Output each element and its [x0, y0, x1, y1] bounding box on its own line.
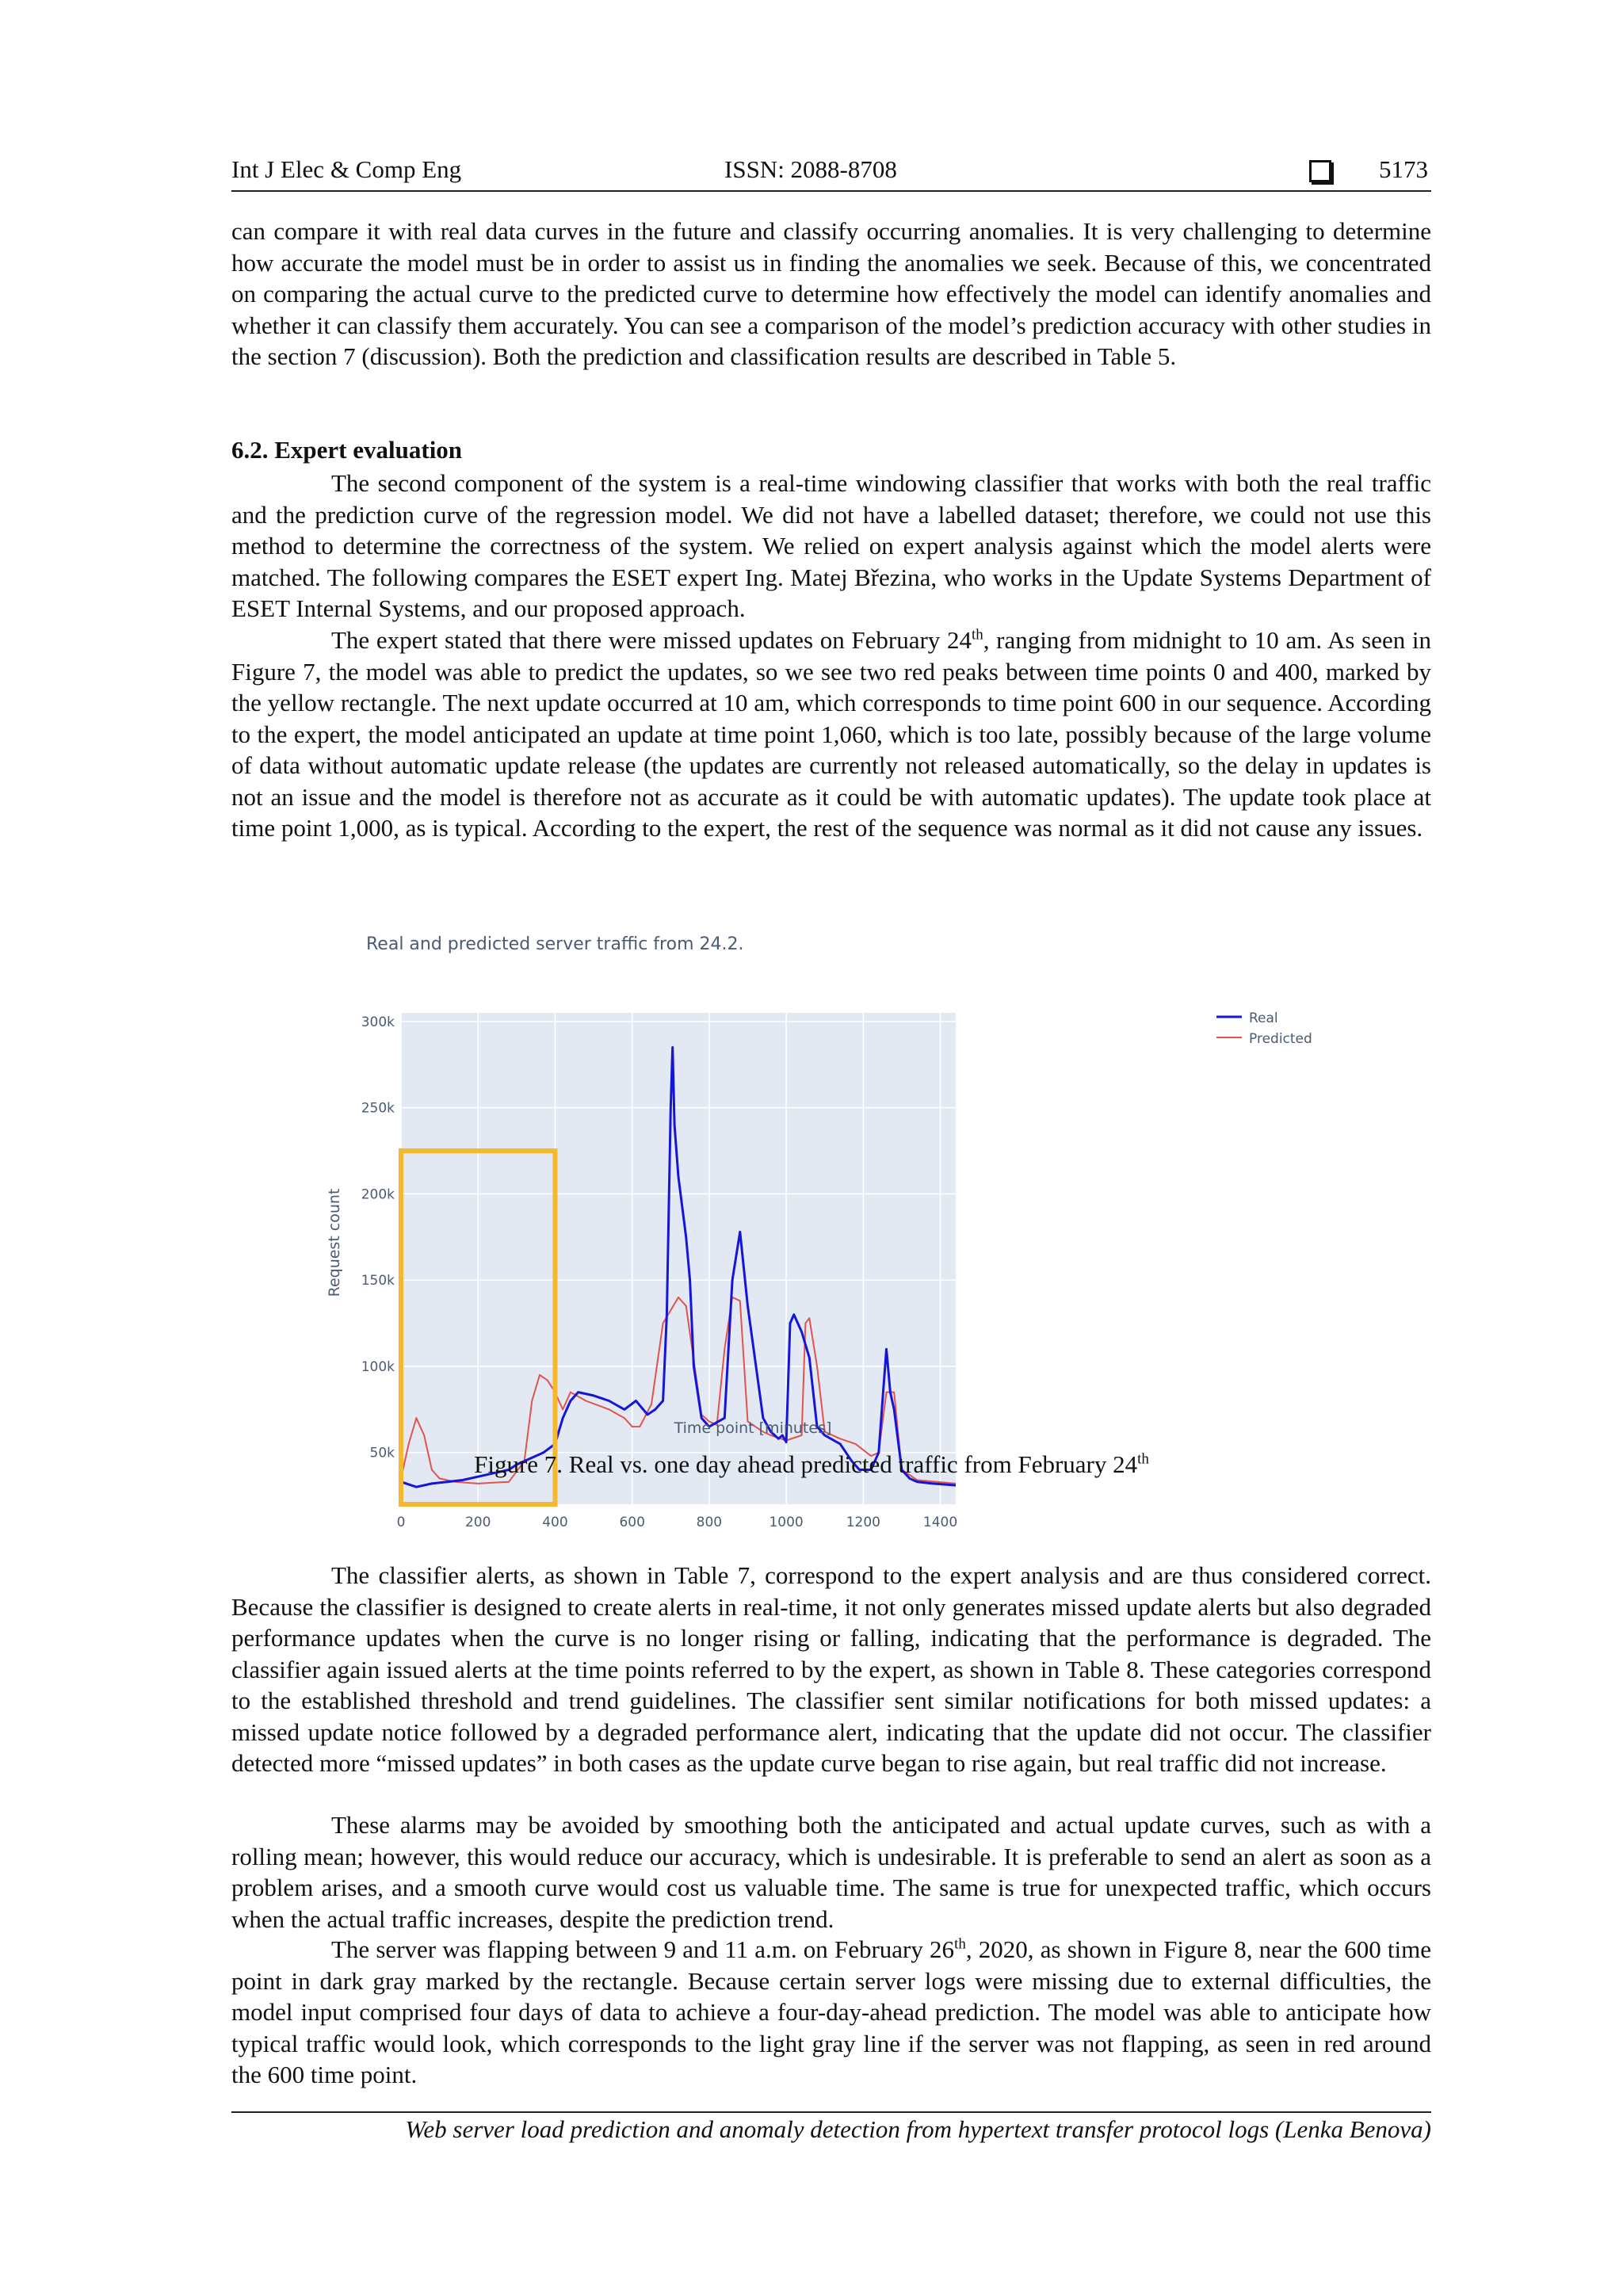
square-icon [1309, 160, 1331, 182]
caption-text: Figure 7. Real vs. one day ahead predicted traffic from February 24 [474, 1450, 1138, 1478]
page-footer: Web server load prediction and anomaly detection from hypertext transfer protocol logs (Lenka Benova) [405, 2115, 1431, 2143]
figure-caption [0, 1450, 1623, 1479]
paragraph-intro: can compare it with real data curves in the future and classify occurring anomalies. It is very challenging to determine how accurate the model must be in order to assist us in finding the anomalies we seek. Because of this, we concentrated on comparing the actual curve to the predicted curve to determine how effectively the model can identify anomalies and whether it can classify them accurately. You can see a comparison of the model’s prediction accuracy with other studies in the section 7 (discussion). Both the prediction and classification results are described in Table 5. [231, 217, 1431, 370]
y-tick-label: 200k [361, 1186, 395, 1203]
y-tick-label: 100k [361, 1358, 395, 1375]
legend [1216, 1010, 1312, 1047]
y-tick-label: 150k [361, 1273, 395, 1289]
x-tick-label: 1400 [922, 1515, 958, 1530]
x-tick-label: 0 [396, 1515, 406, 1530]
x-tick-label: 400 [542, 1515, 568, 1530]
y-tick-label: 250k [361, 1100, 395, 1117]
x-tick-label: 800 [696, 1515, 723, 1530]
paragraph-expert-statement [231, 625, 1431, 844]
page-number: 5173 [1379, 155, 1428, 183]
x-tick-label: 600 [619, 1515, 645, 1530]
paragraph-classifier-component: The second component of the system is a real-time windowing classifier that works with both the real traffic and the prediction curve of the regression model. We did not have a labelled dataset; therefore, we could not use this method to determine the correctness of the system. We relied on expert analysis against which the model alerts were matched. The following compares the ESET expert Ing. Matej Březina, who works in the Update Systems Department of ESET Internal Systems, and our proposed approach. [231, 469, 1431, 622]
chart-title: Real and predicted server traffic from 24.2. [366, 934, 744, 954]
x-tick-label: 200 [464, 1515, 491, 1530]
y-axis-label: Request count [326, 1188, 343, 1297]
footer-rule [231, 2111, 1431, 2113]
text: The expert stated that there were missed updates on February 24 [331, 626, 972, 654]
page-header [231, 155, 1431, 192]
x-tick-label: 1200 [846, 1515, 880, 1530]
legend-real-label: Real [1249, 1010, 1278, 1026]
superscript: th [954, 1935, 966, 1953]
legend-predicted-label: Predicted [1249, 1031, 1312, 1047]
section-heading: 6.2. Expert evaluation [231, 436, 463, 464]
paragraph-classifier-alerts: The classifier alerts, as shown in Table 7, correspond to the expert analysis and are thus considered correct. Because the classifier is designed to create alerts in real-time, it not only generates missed update alerts but also degraded performance updates when the curve is no longer rising or falling, indicating that the performance is degraded. The classifier again issued alerts at the time points referred to by the expert, as shown in Table 8. These categories correspond to the established threshold and trend guidelines. The classifier sent similar notifications for both missed updates: a missed update notice followed by a degraded performance alert, indicating that the update did not occur. The classifier detected more “missed updates” in both cases as the update curve began to rise again, but real traffic did not increase. [231, 1561, 1431, 1777]
text: , ranging from midnight to 10 am. As seen in Figure 7, the model was able to predict the updates, so we see two red peaks between time points 0 and 400, marked by the yellow rectangle. The next update occurred at 10 am, which corresponds to time point 600 in our sequence. According to the expert, the model anticipated an update at time point 1,060, which is too late, possibly because of the large volume of data without automatic update release (the updates are currently not released automatically, so the delay in updates is not an issue and the model is therefore not as accurate as it could be with automatic updates). The update took place at time point 1,000, as is typical. According to the expert, the rest of the sequence was normal as it did not cause any issues. [231, 626, 1432, 842]
superscript: th [971, 626, 983, 644]
y-tick-label: 50k [369, 1445, 395, 1461]
text: The server was flapping between 9 and 11 a.m. on February 26 [331, 1935, 955, 1963]
paragraph-alarms: These alarms may be avoided by smoothing both the anticipated and actual update curves, such as with a rolling mean; however, this would reduce our accuracy, which is undesirable. It is preferable to send an alert as soon as a problem arises, and a smooth curve would cost us valuable time. The same is true for unexpected traffic, which occurs when the actual traffic increases, despite the prediction trend. [231, 1811, 1431, 1933]
journal-name: Int J Elec & Comp Eng [231, 155, 462, 183]
paragraph-flapping [231, 1934, 1431, 2091]
x-tick-label: 1000 [769, 1515, 804, 1530]
superscript: th [1137, 1450, 1149, 1468]
x-axis-label: Time point [minutes] [674, 1419, 832, 1437]
text: , 2020, as shown in Figure 8, near the 600 time point in dark gray marked by the rectangle. Because certain server logs were missing due to external difficulties, the model input comprised four days of data to achieve a four-day-ahead prediction. The model was able to anticipate how typical traffic would look, which corresponds to the light gray line if the server was not flapping, as seen in red around the 600 time point. [231, 1935, 1431, 2088]
issn: ISSN: 2088-8708 [724, 155, 897, 183]
y-tick-label: 300k [361, 1014, 395, 1030]
